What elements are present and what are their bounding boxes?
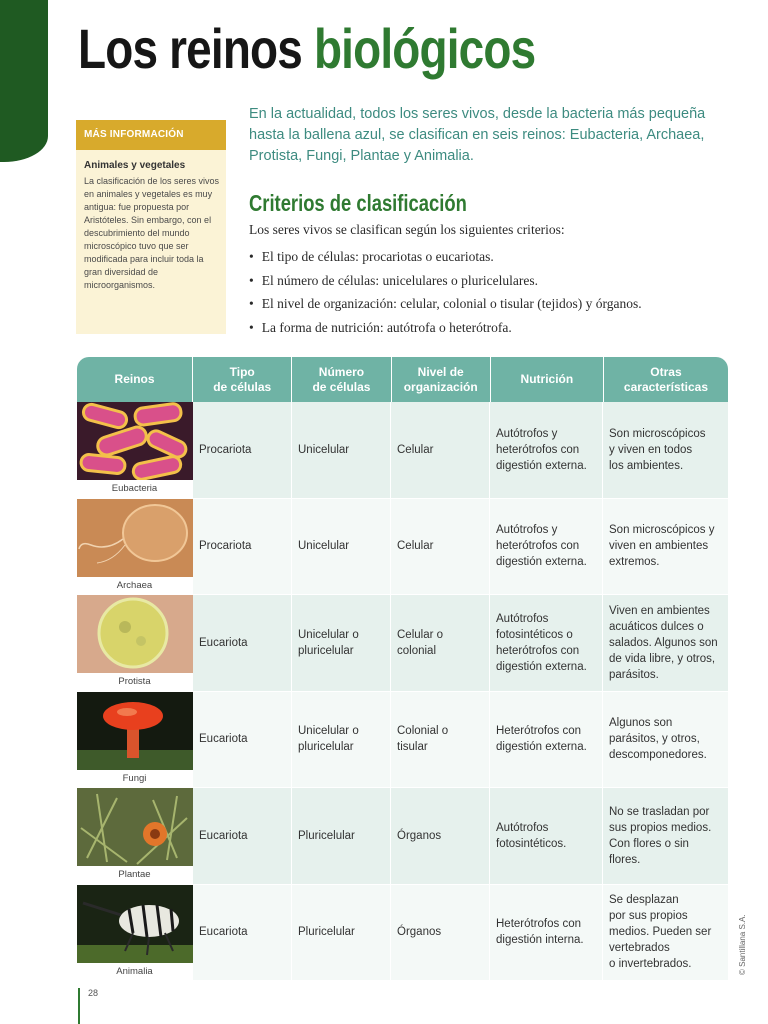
- cell-nutrition: Autótrofos y heterótrofos con digestión externa.: [490, 402, 603, 498]
- intro-paragraph: En la actualidad, todos los seres vivos, desde la bacteria más pequeña hasta la ballena azul, se clasifican en seis reinos: Eubacteria, Archaea, Protista, Fungi, Plantae y Animalia.: [249, 106, 706, 164]
- cell-type: Eucariota: [193, 595, 292, 691]
- cell-number: Pluricelular: [292, 885, 391, 981]
- table-row: [77, 402, 728, 499]
- cell-other: Se desplazan por sus propios medios. Pueden ser vertebrados o invertebrados.: [603, 885, 728, 981]
- archaea-photo-icon: [77, 499, 193, 577]
- kingdoms-table: [77, 402, 728, 981]
- header-cell-number: Número de células: [292, 357, 391, 402]
- title-part-2: biológicos: [313, 17, 536, 80]
- header-organization: Nivel de organización: [392, 357, 491, 402]
- info-box: [76, 120, 226, 334]
- cell-nutrition: Heterótrofos con digestión externa.: [490, 692, 603, 788]
- cell-nutrition: Autótrofos fotosintéticos.: [490, 788, 603, 884]
- kingdom-name: Eubacteria: [77, 480, 192, 497]
- cell-nutrition: Autótrofos fotosintéticos o heterótrofos con digestión externa.: [490, 595, 603, 691]
- cell-other: Viven en ambientes acuáticos dulces o salados. Algunos son de vida libre, y otros, parásitos.: [603, 595, 728, 691]
- kingdom-name: Archaea: [77, 577, 192, 594]
- criteria-item: • La forma de nutrición: autótrofa o heterótrofa.: [249, 316, 642, 340]
- kingdom-cell: [77, 402, 193, 498]
- cell-organization: Colonial o tisular: [391, 692, 490, 788]
- header-reinos: Reinos: [77, 357, 193, 402]
- header-other: Otras características: [623, 364, 708, 394]
- table-header: [77, 357, 728, 402]
- cell-organization: Órganos: [391, 885, 490, 981]
- cell-other: Son microscópicos y viven en ambientes extremos.: [603, 499, 728, 595]
- criteria-item: • El número de células: unicelulares o pluricelulares.: [249, 269, 642, 293]
- cell-type: Procariota: [193, 402, 292, 498]
- cell-type: Procariota: [193, 499, 292, 595]
- cell-organization: Celular: [391, 402, 490, 498]
- section-title: Criterios de clasificación: [249, 190, 467, 216]
- criteria-list: [249, 245, 642, 339]
- title-part-1: Los reinos: [78, 17, 303, 80]
- cell-nutrition: Autótrofos y heterótrofos con digestión externa.: [490, 499, 603, 595]
- cell-organization: Celular: [391, 499, 490, 595]
- mushroom-photo-icon: [77, 692, 193, 770]
- table-row: [77, 692, 728, 789]
- kingdom-name: Animalia: [77, 963, 192, 980]
- header-nutrition: Nutrición: [491, 357, 604, 402]
- criteria-item: • El tipo de células: procariotas o eucariotas.: [249, 245, 642, 269]
- kingdom-cell: [77, 788, 193, 884]
- cell-number: Pluricelular: [292, 788, 391, 884]
- cell-number: Unicelular o pluricelular: [292, 595, 391, 691]
- kingdom-cell: [77, 499, 193, 595]
- criteria-item: • El nivel de organización: celular, colonial o tisular (tejidos) y órganos.: [249, 292, 642, 316]
- table-row: [77, 788, 728, 885]
- bacteria-photo-icon: [77, 402, 193, 480]
- page-number: 28: [88, 988, 99, 998]
- criteria-lead: Los seres vivos se clasifican según los siguientes criterios:: [249, 222, 565, 237]
- kingdom-cell: [77, 885, 193, 981]
- kingdom-cell: [77, 692, 193, 788]
- info-box-subtitle: Animales y vegetales: [84, 160, 186, 171]
- cell-type: Eucariota: [193, 692, 292, 788]
- cell-nutrition: Heterótrofos con digestión interna.: [490, 885, 603, 981]
- header-cell-type: Tipo de células: [193, 357, 292, 402]
- kingdom-cell: [77, 595, 193, 691]
- page-title: [78, 14, 535, 84]
- kingdom-name: Protista: [77, 673, 192, 690]
- weevil-photo-icon: [77, 885, 193, 963]
- cell-type: Eucariota: [193, 885, 292, 981]
- cell-number: Unicelular: [292, 499, 391, 595]
- copyright: © Santillana S.A.: [738, 914, 747, 975]
- cell-number: Unicelular: [292, 402, 391, 498]
- table-row: [77, 499, 728, 596]
- info-box-body: La clasificación de los seres vivos en animales y vegetales es muy antigua: fue propuesta por Aristóteles. Sin embargo, con el descubrimiento del mundo microscópico tuvo que ser modificada para incluir toda la gran diversidad de microorganismos.: [84, 176, 220, 290]
- table-row: [77, 595, 728, 692]
- info-box-header: MÁS INFORMACIÓN: [76, 120, 226, 150]
- corner-decoration: [0, 0, 48, 162]
- cell-organization: Órganos: [391, 788, 490, 884]
- table-row: [77, 885, 728, 982]
- cell-other: Algunos son parásitos, y otros, descomponedores.: [603, 692, 728, 788]
- kingdom-name: Plantae: [77, 866, 192, 883]
- cell-organization: Celular o colonial: [391, 595, 490, 691]
- cell-other: Son microscópicos y viven en todos los ambientes.: [603, 402, 728, 498]
- cell-number: Unicelular o pluricelular: [292, 692, 391, 788]
- footer-bar: [78, 988, 80, 1024]
- cell-type: Eucariota: [193, 788, 292, 884]
- cell-other: No se trasladan por sus propios medios. Con flores o sin flores.: [603, 788, 728, 884]
- kingdom-name: Fungi: [77, 770, 192, 787]
- flower-photo-icon: [77, 788, 193, 866]
- protist-photo-icon: [77, 595, 193, 673]
